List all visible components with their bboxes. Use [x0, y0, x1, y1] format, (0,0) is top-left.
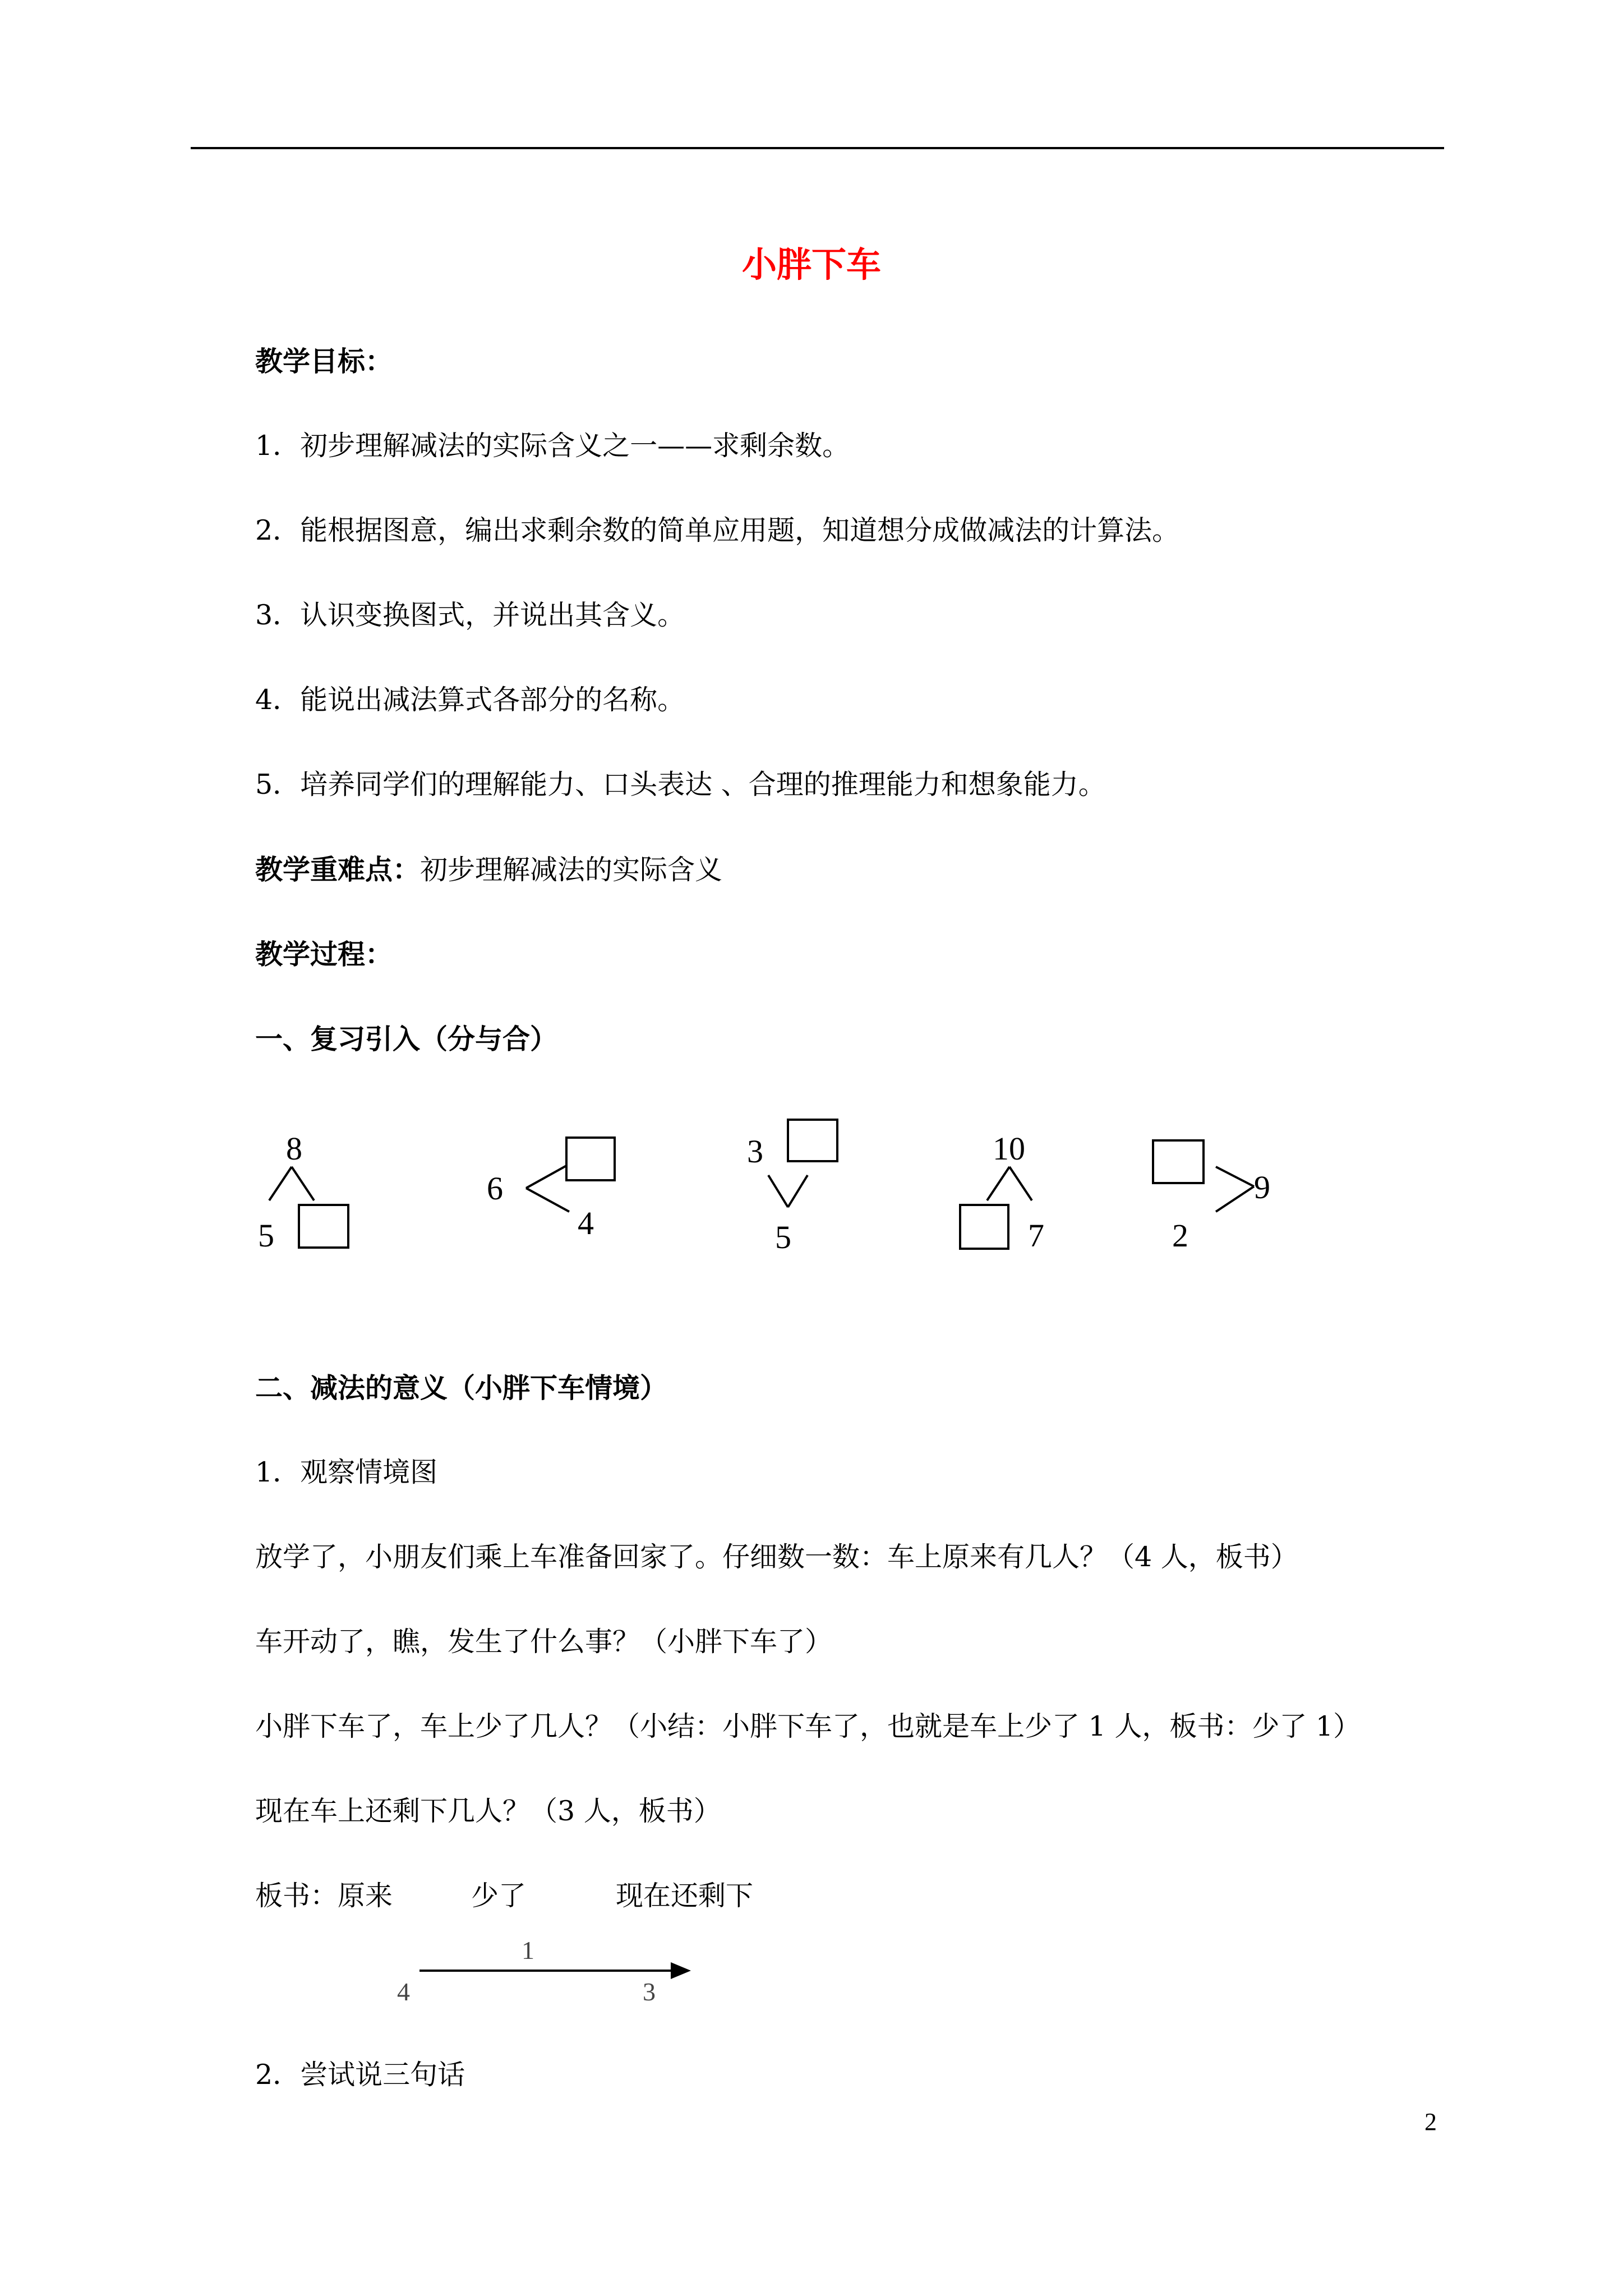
bond5-bottom-left: 2	[1172, 1217, 1188, 1254]
number-bond-1	[258, 1130, 348, 1254]
bond1-top: 8	[286, 1130, 302, 1167]
board-label: 板书：原来	[255, 1880, 393, 1912]
bond2-left: 6	[487, 1170, 503, 1207]
bond5-top-left-box	[1153, 1140, 1204, 1183]
key-point-text: 初步理解减法的实际含义	[420, 854, 723, 886]
process-heading: 教学过程：	[255, 938, 393, 970]
bond2-bottom-right: 4	[578, 1205, 594, 1241]
section-2-heading: 二、减法的意义（小胖下车情境）	[255, 1372, 668, 1404]
arrow-end: 3	[643, 1977, 656, 2006]
story-line-1: 放学了，小朋友们乘上车准备回家了。仔细数一数：车上原来有几人？（4 人，板书）	[255, 1541, 1298, 1573]
section-1-heading: 一、复习引入（分与合）	[255, 1023, 558, 1055]
key-point-label: 教学重难点：	[255, 853, 421, 886]
step-1: 1．观察情境图	[255, 1456, 438, 1488]
story-line-2: 车开动了，瞧，发生了什么事？（小胖下车了）	[255, 1626, 833, 1658]
bond1-right-box	[299, 1205, 348, 1248]
bond5-right: 9	[1254, 1169, 1270, 1205]
arrow-change: 1	[522, 1936, 534, 1964]
number-bond-3	[747, 1120, 837, 1255]
number-bond-2	[487, 1138, 615, 1241]
number-bond-4	[960, 1130, 1044, 1254]
objective-1: 1．初步理解减法的实际含义之一——求剩余数。	[255, 430, 850, 462]
story-line-3: 小胖下车了，车上少了几人？（小结：小胖下车了，也就是车上少了 1 人，板书：少了 1）	[255, 1710, 1361, 1742]
number-bond-5	[1153, 1140, 1270, 1254]
arrow-start: 4	[397, 1977, 410, 2006]
bond3-top-left: 3	[747, 1133, 763, 1170]
objectives-heading: 教学目标：	[255, 345, 393, 378]
bond1-left: 5	[258, 1217, 274, 1254]
story-line-4: 现在车上还剩下几人？（3 人，板书）	[255, 1795, 721, 1827]
bond4-top: 10	[993, 1130, 1025, 1167]
bond4-left-box	[960, 1205, 1008, 1249]
board-less: 少了	[471, 1880, 527, 1912]
arrow-diagram	[397, 1936, 691, 2006]
bond2-top-right-box	[566, 1138, 615, 1180]
objective-5: 5．培养同学们的理解能力、口头表达 、合理的推理能力和想象能力。	[255, 769, 1106, 800]
page-number: 2	[1424, 2108, 1437, 2136]
objective-3: 3．认识变换图式，并说出其含义。	[255, 599, 685, 631]
bond3-bottom: 5	[775, 1219, 791, 1255]
bond4-right: 7	[1028, 1217, 1044, 1254]
step-2: 2．尝试说三句话	[255, 2059, 465, 2091]
objective-4: 4．能说出减法算式各部分的名称。	[255, 684, 685, 716]
bond3-top-right-box	[788, 1120, 837, 1161]
page-title: 小胖下车	[741, 244, 881, 285]
objective-2: 2．能根据图意，编出求剩余数的简单应用题，知道想分成做减法的计算法。	[255, 514, 1180, 546]
board-remain: 现在还剩下	[616, 1880, 754, 1912]
